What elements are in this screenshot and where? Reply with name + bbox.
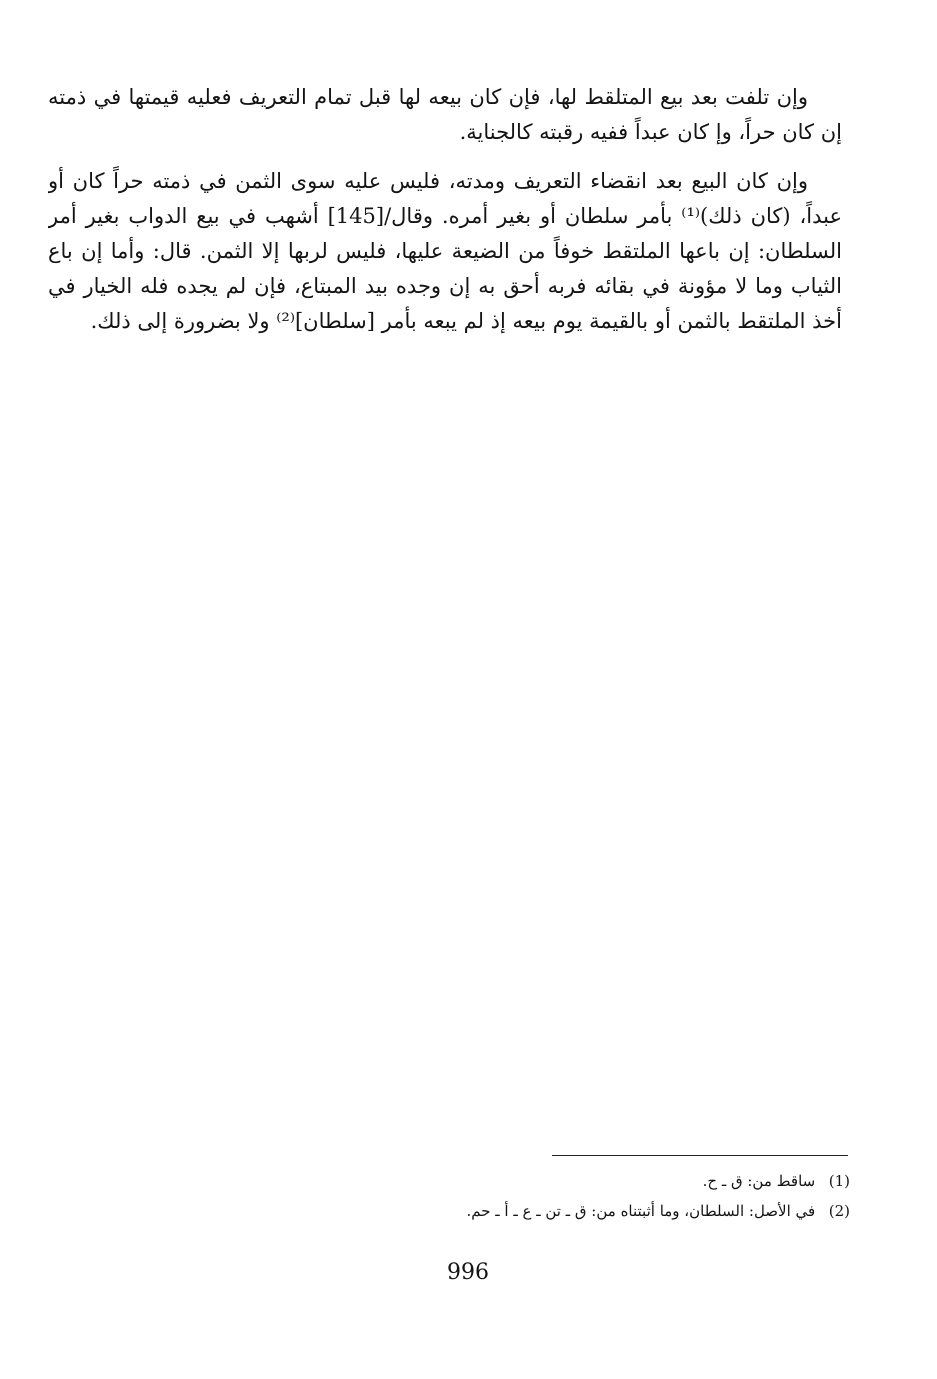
footnote-number: (1) <box>828 1172 850 1190</box>
footnote-divider <box>552 1155 848 1156</box>
text-line: عبداً، (كان ذلك)⁽¹⁾ بأمر سلطان أو بغير أمره. وقال/[145] أشهب في بيع الدواب بغير أمر <box>48 204 842 228</box>
footnote-text: في الأصل: السلطان، وما أثبتناه من: ق ـ تن ـ ع ـ أ ـ حم. <box>466 1202 816 1220</box>
footnote-number: (2) <box>828 1202 850 1220</box>
text-line: إن كان حراً، وإ كان عبداً ففيه رقبته كالجناية. <box>459 120 842 144</box>
text-line: وإن كان البيع بعد انقضاء التعريف ومدته، فليس عليه سوى الثمن في ذمته حراً كان أو <box>48 169 808 193</box>
text-line: أخذ الملتقط بالثمن أو بالقيمة يوم بيعه إذ لم يبعه بأمر [سلطان]⁽²⁾ ولا بضرورة إلى ذلك. <box>90 309 842 333</box>
text-line: السلطان: إن باعها الملتقط خوفاً من الضيعة عليها، فليس لربها إلا الثمن. قال: وأما إن باع <box>48 239 842 263</box>
paragraph-2 <box>48 164 842 339</box>
text-line: وإن تلفت بعد بيع المتلقط لها، فإن كان بيعه لها قبل تمام التعريف فعليه قيمتها في ذمته <box>48 85 808 109</box>
main-text <box>48 80 842 353</box>
footnotes <box>300 1166 850 1226</box>
page-number: 996 <box>447 1260 489 1285</box>
footnote-1 <box>300 1166 850 1196</box>
footnote-2 <box>300 1196 850 1226</box>
paragraph-1 <box>48 80 842 150</box>
text-line: الثياب وما لا مؤونة في بقائه فربه أحق به إن وجده بيد المبتاع، فإن لم يجده فله الخيار في <box>48 274 842 298</box>
footnote-text: ساقط من: ق ـ ح. <box>702 1172 816 1190</box>
